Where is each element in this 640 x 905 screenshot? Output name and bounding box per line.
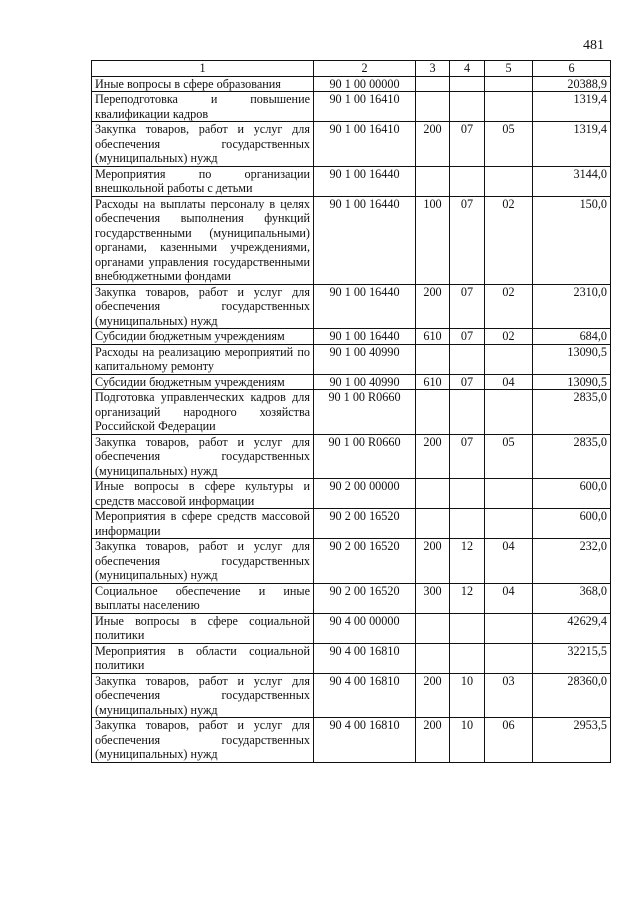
table-row bbox=[92, 718, 611, 763]
table-row bbox=[92, 583, 611, 613]
row-name: Расходы на выплаты персоналу в целях обеспечения выполнения функций государственными (муниципальными) органами, казенными учреждениями, органами управления государственными внебюджетными фондами bbox=[92, 196, 314, 284]
row-code: 90 1 00 R0660 bbox=[314, 434, 416, 479]
row-col-4 bbox=[450, 166, 485, 196]
row-col-5: 02 bbox=[485, 284, 533, 329]
header-col-5: 5 bbox=[485, 61, 533, 77]
row-name: Закупка товаров, работ и услуг для обеспечения государственных (муниципальных) нужд bbox=[92, 434, 314, 479]
row-name: Субсидии бюджетным учреждениям bbox=[92, 374, 314, 390]
row-name: Иные вопросы в сфере культуры и средств массовой информации bbox=[92, 479, 314, 509]
row-name: Мероприятия по организации внешкольной работы с детьми bbox=[92, 166, 314, 196]
table-row bbox=[92, 92, 611, 122]
row-amount: 600,0 bbox=[533, 479, 611, 509]
row-name: Расходы на реализацию мероприятий по капитальному ремонту bbox=[92, 344, 314, 374]
row-name: Мероприятия в области социальной политики bbox=[92, 643, 314, 673]
row-code: 90 2 00 16520 bbox=[314, 539, 416, 584]
row-col-3: 200 bbox=[416, 434, 450, 479]
row-col-5 bbox=[485, 76, 533, 92]
row-col-3: 610 bbox=[416, 374, 450, 390]
header-col-3: 3 bbox=[416, 61, 450, 77]
row-col-3 bbox=[416, 613, 450, 643]
row-col-4: 07 bbox=[450, 122, 485, 167]
row-name: Закупка товаров, работ и услуг для обеспечения государственных (муниципальных) нужд bbox=[92, 718, 314, 763]
row-name: Закупка товаров, работ и услуг для обеспечения государственных (муниципальных) нужд bbox=[92, 284, 314, 329]
row-amount: 600,0 bbox=[533, 509, 611, 539]
row-col-3: 200 bbox=[416, 122, 450, 167]
table-row bbox=[92, 613, 611, 643]
table-row bbox=[92, 673, 611, 718]
row-code: 90 1 00 16440 bbox=[314, 196, 416, 284]
row-col-3: 200 bbox=[416, 673, 450, 718]
row-amount: 2310,0 bbox=[533, 284, 611, 329]
table-row bbox=[92, 539, 611, 584]
row-name: Иные вопросы в сфере образования bbox=[92, 76, 314, 92]
table-row bbox=[92, 196, 611, 284]
row-col-4: 07 bbox=[450, 284, 485, 329]
row-code: 90 1 00 16410 bbox=[314, 92, 416, 122]
row-col-3 bbox=[416, 509, 450, 539]
row-col-5: 02 bbox=[485, 196, 533, 284]
row-amount: 13090,5 bbox=[533, 374, 611, 390]
row-amount: 2953,5 bbox=[533, 718, 611, 763]
table-row bbox=[92, 166, 611, 196]
row-name: Социальное обеспечение и иные выплаты населению bbox=[92, 583, 314, 613]
row-code: 90 1 00 16440 bbox=[314, 166, 416, 196]
row-col-5: 02 bbox=[485, 329, 533, 345]
row-col-3 bbox=[416, 344, 450, 374]
row-col-3 bbox=[416, 166, 450, 196]
row-col-3 bbox=[416, 643, 450, 673]
row-amount: 684,0 bbox=[533, 329, 611, 345]
row-col-4 bbox=[450, 643, 485, 673]
table-row bbox=[92, 434, 611, 479]
row-code: 90 1 00 16410 bbox=[314, 122, 416, 167]
row-col-4 bbox=[450, 390, 485, 435]
row-amount: 13090,5 bbox=[533, 344, 611, 374]
row-code: 90 2 00 16520 bbox=[314, 509, 416, 539]
row-col-4: 07 bbox=[450, 196, 485, 284]
row-col-3: 610 bbox=[416, 329, 450, 345]
table-row bbox=[92, 76, 611, 92]
row-col-3 bbox=[416, 76, 450, 92]
row-col-4: 07 bbox=[450, 374, 485, 390]
row-col-4 bbox=[450, 76, 485, 92]
table-row bbox=[92, 374, 611, 390]
row-name: Закупка товаров, работ и услуг для обеспечения государственных (муниципальных) нужд bbox=[92, 673, 314, 718]
table-row bbox=[92, 390, 611, 435]
row-col-5: 05 bbox=[485, 434, 533, 479]
row-code: 90 4 00 00000 bbox=[314, 613, 416, 643]
row-amount: 1319,4 bbox=[533, 122, 611, 167]
row-col-5: 04 bbox=[485, 539, 533, 584]
row-code: 90 1 00 R0660 bbox=[314, 390, 416, 435]
header-col-2: 2 bbox=[314, 61, 416, 77]
row-col-5: 04 bbox=[485, 374, 533, 390]
row-col-3 bbox=[416, 92, 450, 122]
table-row bbox=[92, 509, 611, 539]
table-row bbox=[92, 284, 611, 329]
row-amount: 232,0 bbox=[533, 539, 611, 584]
row-col-4: 10 bbox=[450, 718, 485, 763]
row-code: 90 1 00 40990 bbox=[314, 374, 416, 390]
table-header-row bbox=[92, 61, 611, 77]
page-number: 481 bbox=[583, 38, 604, 53]
row-col-4 bbox=[450, 613, 485, 643]
row-col-5: 05 bbox=[485, 122, 533, 167]
row-name: Переподготовка и повышение квалификации кадров bbox=[92, 92, 314, 122]
row-col-4: 10 bbox=[450, 673, 485, 718]
row-col-3 bbox=[416, 390, 450, 435]
row-code: 90 2 00 00000 bbox=[314, 479, 416, 509]
row-col-5 bbox=[485, 613, 533, 643]
row-name: Субсидии бюджетным учреждениям bbox=[92, 329, 314, 345]
row-code: 90 1 00 00000 bbox=[314, 76, 416, 92]
row-col-5: 03 bbox=[485, 673, 533, 718]
header-col-6: 6 bbox=[533, 61, 611, 77]
row-col-5 bbox=[485, 92, 533, 122]
row-col-3: 100 bbox=[416, 196, 450, 284]
row-code: 90 4 00 16810 bbox=[314, 673, 416, 718]
row-col-5 bbox=[485, 166, 533, 196]
table-row bbox=[92, 479, 611, 509]
row-col-5 bbox=[485, 643, 533, 673]
row-name: Закупка товаров, работ и услуг для обеспечения государственных (муниципальных) нужд bbox=[92, 122, 314, 167]
row-col-4 bbox=[450, 479, 485, 509]
row-name: Закупка товаров, работ и услуг для обеспечения государственных (муниципальных) нужд bbox=[92, 539, 314, 584]
row-code: 90 1 00 16440 bbox=[314, 329, 416, 345]
row-col-4 bbox=[450, 509, 485, 539]
table-row bbox=[92, 344, 611, 374]
row-col-4: 12 bbox=[450, 539, 485, 584]
row-amount: 42629,4 bbox=[533, 613, 611, 643]
row-amount: 3144,0 bbox=[533, 166, 611, 196]
row-col-5 bbox=[485, 390, 533, 435]
row-col-3: 200 bbox=[416, 284, 450, 329]
row-col-5: 06 bbox=[485, 718, 533, 763]
row-amount: 2835,0 bbox=[533, 390, 611, 435]
row-col-3: 200 bbox=[416, 718, 450, 763]
row-col-4: 07 bbox=[450, 434, 485, 479]
row-amount: 2835,0 bbox=[533, 434, 611, 479]
row-amount: 1319,4 bbox=[533, 92, 611, 122]
row-col-5 bbox=[485, 344, 533, 374]
row-col-4 bbox=[450, 344, 485, 374]
row-name: Мероприятия в сфере средств массовой информации bbox=[92, 509, 314, 539]
row-name: Иные вопросы в сфере социальной политики bbox=[92, 613, 314, 643]
row-amount: 150,0 bbox=[533, 196, 611, 284]
row-code: 90 1 00 16440 bbox=[314, 284, 416, 329]
row-col-5: 04 bbox=[485, 583, 533, 613]
row-name: Подготовка управленческих кадров для организаций народного хозяйства Российской Федерации bbox=[92, 390, 314, 435]
row-code: 90 1 00 40990 bbox=[314, 344, 416, 374]
row-col-4: 07 bbox=[450, 329, 485, 345]
row-col-3 bbox=[416, 479, 450, 509]
row-col-3: 200 bbox=[416, 539, 450, 584]
table-row bbox=[92, 643, 611, 673]
table-row bbox=[92, 122, 611, 167]
row-code: 90 2 00 16520 bbox=[314, 583, 416, 613]
budget-table bbox=[91, 60, 611, 763]
row-col-5 bbox=[485, 509, 533, 539]
row-code: 90 4 00 16810 bbox=[314, 718, 416, 763]
row-col-4 bbox=[450, 92, 485, 122]
row-amount: 32215,5 bbox=[533, 643, 611, 673]
row-amount: 28360,0 bbox=[533, 673, 611, 718]
row-code: 90 4 00 16810 bbox=[314, 643, 416, 673]
row-amount: 368,0 bbox=[533, 583, 611, 613]
row-col-4: 12 bbox=[450, 583, 485, 613]
header-col-4: 4 bbox=[450, 61, 485, 77]
header-col-1: 1 bbox=[92, 61, 314, 77]
row-col-3: 300 bbox=[416, 583, 450, 613]
row-amount: 20388,9 bbox=[533, 76, 611, 92]
row-col-5 bbox=[485, 479, 533, 509]
table-row bbox=[92, 329, 611, 345]
